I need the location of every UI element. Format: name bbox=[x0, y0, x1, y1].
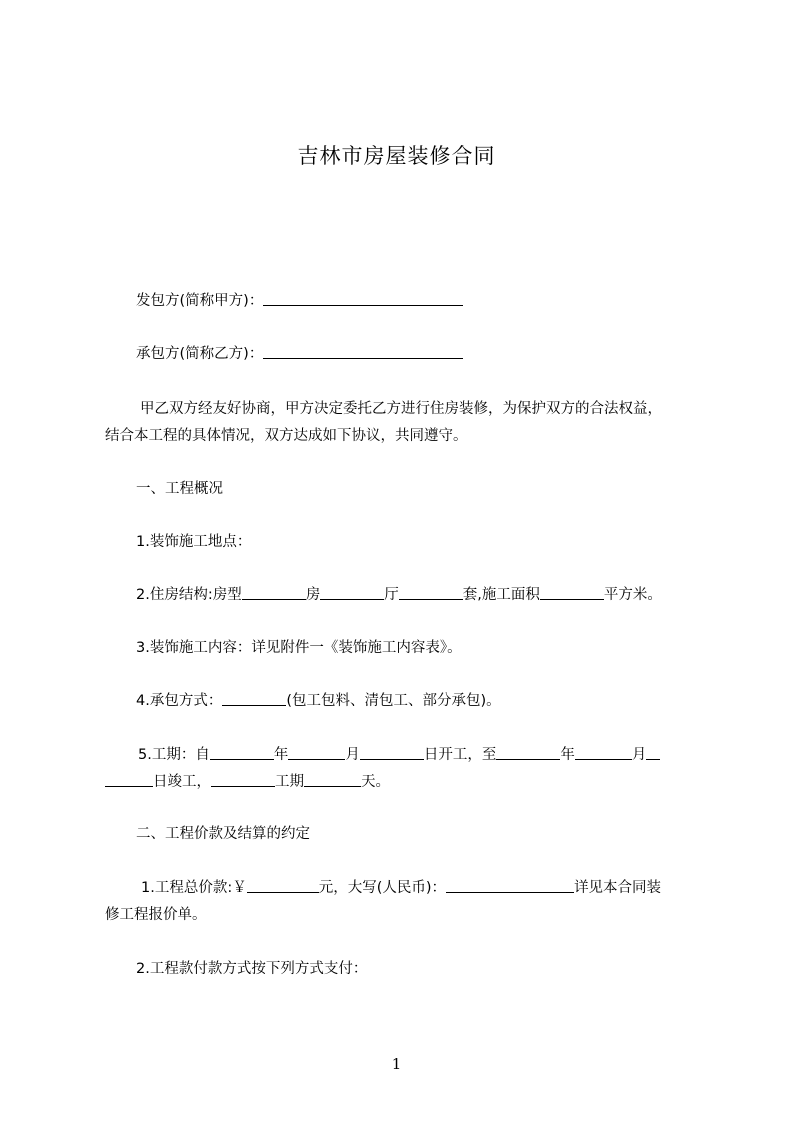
blank bbox=[320, 584, 384, 600]
blank bbox=[360, 744, 424, 760]
item-2-prefix: 2.住房结构:房型 bbox=[136, 587, 242, 603]
blank bbox=[446, 877, 574, 893]
page-number: 1 bbox=[391, 1055, 402, 1073]
blank bbox=[304, 771, 361, 787]
item-5-period-label: 工期 bbox=[275, 774, 304, 790]
item-5-start: 日开工，至 bbox=[423, 747, 497, 763]
item-5-days: 天。 bbox=[361, 774, 390, 790]
party-b-line bbox=[105, 342, 736, 366]
page-title: 吉林市房屋装修合同 bbox=[297, 144, 496, 168]
item-5-period bbox=[105, 743, 738, 767]
item-5-month-2: 月 bbox=[631, 747, 647, 763]
party-b-blank bbox=[263, 343, 463, 359]
price-suffix: 详见本合同装 bbox=[574, 880, 662, 896]
blank bbox=[575, 744, 632, 760]
party-a-blank bbox=[263, 290, 463, 306]
price-line-1 bbox=[105, 876, 741, 900]
section-2-heading: 二、工程价款及结算的约定 bbox=[136, 826, 310, 842]
price-prefix: 1.工程总价款:￥ bbox=[141, 880, 247, 896]
blank bbox=[210, 744, 274, 760]
blank bbox=[288, 744, 345, 760]
item-5-period-cont bbox=[105, 770, 705, 794]
item-1-site: 1.装饰施工地点： bbox=[136, 534, 252, 550]
item-2-room: 房 bbox=[305, 587, 321, 603]
blank bbox=[247, 877, 319, 893]
item-2-structure bbox=[105, 583, 736, 607]
payment-line: 2.工程款付款方式按下列方式支付： bbox=[136, 961, 368, 977]
intro-line-1: 甲乙双方经友好协商，甲方决定委托乙方进行住房装修，为保护双方的合法权益， bbox=[140, 401, 662, 417]
item-4-prefix: 4.承包方式： bbox=[136, 693, 223, 709]
party-b-label: 承包方(简称乙方)： bbox=[136, 346, 264, 362]
item-5-month: 月 bbox=[345, 747, 360, 763]
item-4-contract-mode bbox=[105, 689, 736, 713]
blank bbox=[211, 771, 275, 787]
item-5-year: 年 bbox=[273, 747, 289, 763]
item-5-year-2: 年 bbox=[560, 747, 575, 763]
item-5-end: 日竣工， bbox=[153, 774, 211, 790]
blank bbox=[646, 744, 660, 760]
section-1-heading: 一、工程概况 bbox=[136, 481, 223, 497]
price-line-2: 修工程报价单。 bbox=[105, 907, 207, 923]
blank bbox=[496, 744, 560, 760]
blank bbox=[399, 584, 463, 600]
price-yuan: 元，大写(人民币)： bbox=[318, 880, 447, 896]
item-2-hall: 厅 bbox=[384, 587, 399, 603]
item-2-unit: 平方米。 bbox=[603, 587, 662, 603]
item-4-suffix: (包工包料、清包工、部分承包)。 bbox=[286, 693, 501, 709]
item-5-prefix: 5.工期：自 bbox=[138, 747, 210, 763]
party-a-label: 发包方(简称甲方)： bbox=[136, 293, 264, 309]
intro-line-2: 结合本工程的具体情况，双方达成如下协议，共同遵守。 bbox=[105, 428, 468, 444]
item-3-content: 3.装饰施工内容：详见附件一《装饰施工内容表》。 bbox=[136, 640, 462, 656]
item-2-set: 套,施工面积 bbox=[462, 587, 540, 603]
blank bbox=[105, 771, 153, 787]
party-a-line bbox=[105, 289, 736, 313]
blank bbox=[242, 584, 306, 600]
blank bbox=[222, 690, 286, 706]
blank bbox=[540, 584, 604, 600]
